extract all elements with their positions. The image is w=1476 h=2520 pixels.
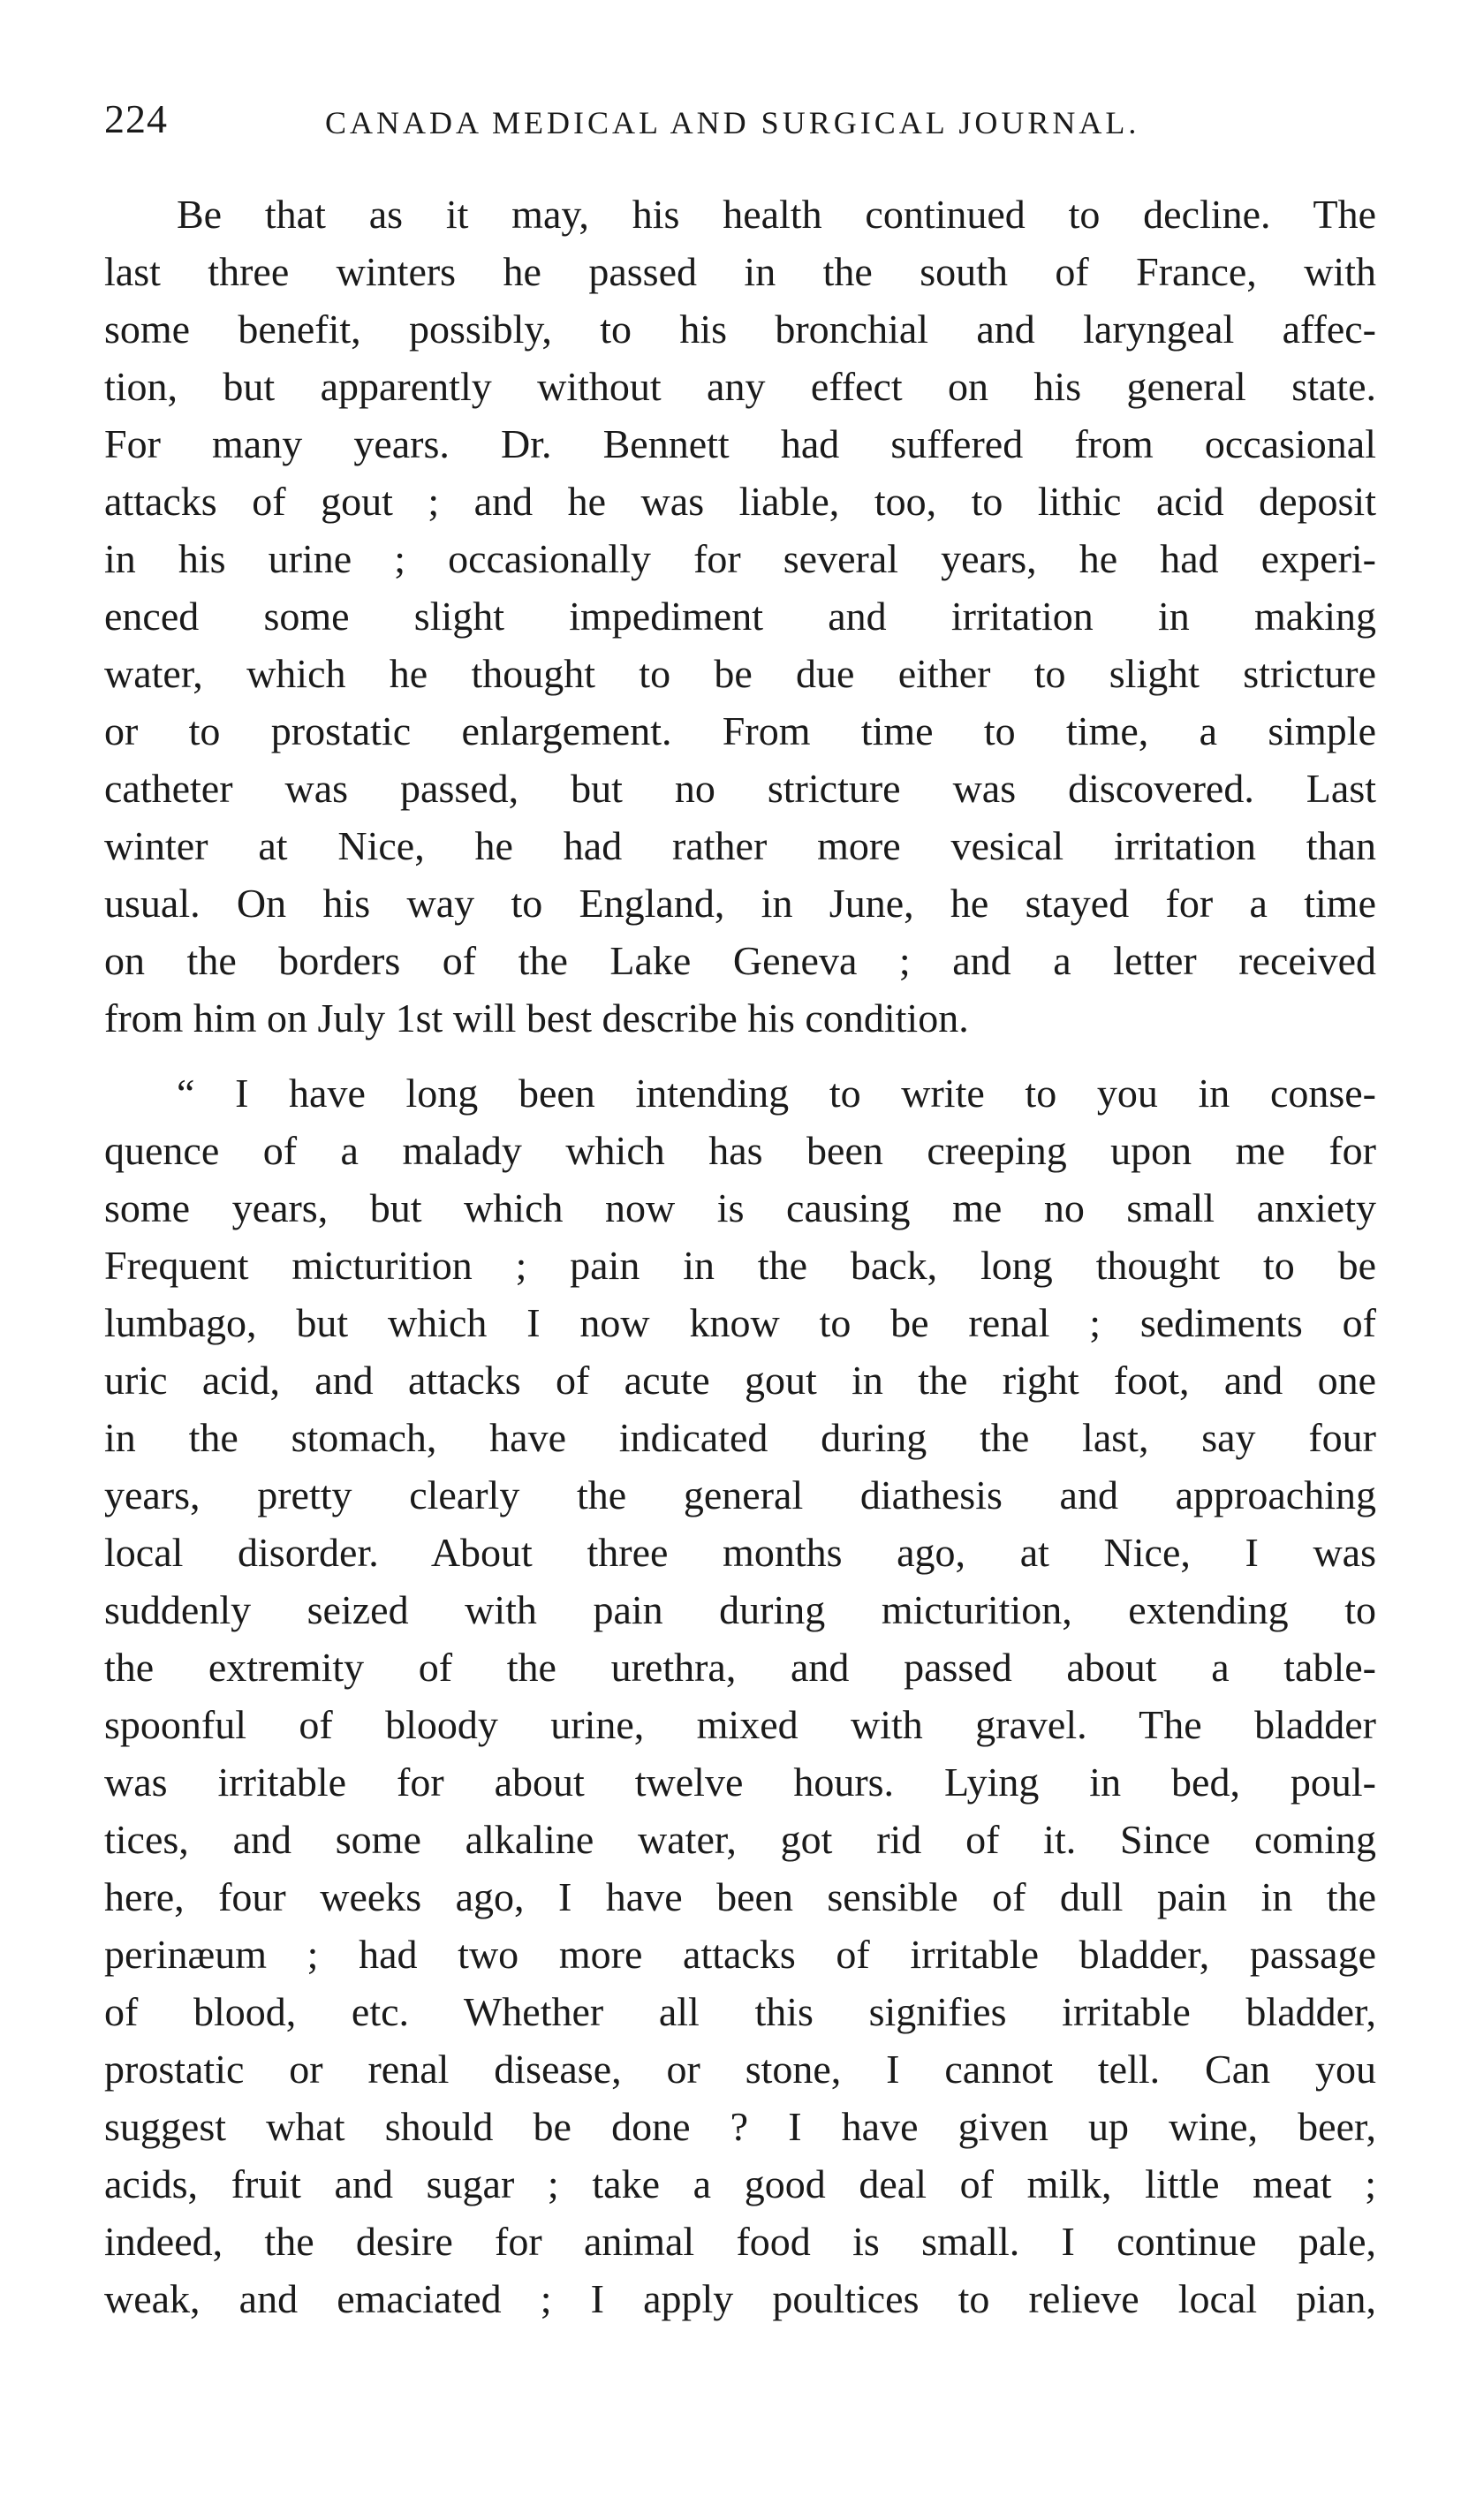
- paragraph-gap: [104, 1047, 1376, 1064]
- text-line: tion, but apparently without any effect on his general state.: [104, 364, 1376, 409]
- text-line: “ I have long been intending to write to you in conse-: [177, 1071, 1376, 1116]
- text-line: uric acid, and attacks of acute gout in the right foot, and one: [104, 1358, 1376, 1403]
- page-number: 224: [104, 96, 168, 141]
- text-line: perinæum ; had two more attacks of irritable bladder, passage: [104, 1932, 1376, 1977]
- text-line: suddenly seized with pain during micturition, extending to: [104, 1587, 1376, 1632]
- text-line: For many years. Dr. Bennett had suffered from occasional: [104, 421, 1376, 466]
- text-line: weak, and emaciated ; I apply poultices to relieve local pian,: [104, 2276, 1376, 2321]
- text-line: or to prostatic enlargement. From time to time, a simple: [104, 708, 1376, 753]
- paragraph: [104, 1064, 1376, 2327]
- text-line: Frequent micturition ; pain in the back, long thought to be: [104, 1243, 1376, 1288]
- text-line: on the borders of the Lake Geneva ; and a letter received: [104, 938, 1376, 983]
- text-line: suggest what should be done ? I have given up wine, beer,: [104, 2104, 1376, 2149]
- text-line: usual. On his way to England, in June, he stayed for a time: [104, 881, 1376, 926]
- text-line: enced some slight impediment and irritation in making: [104, 594, 1376, 639]
- text-line: in the stomach, have indicated during the last, say four: [104, 1415, 1376, 1460]
- running-head: CANADA MEDICAL AND SURGICAL JOURNAL.: [325, 105, 1140, 140]
- text-line: from him on July 1st will best describe his condition.: [104, 995, 969, 1041]
- text-line: some benefit, possibly, to his bronchial and laryngeal affec-: [104, 306, 1376, 352]
- text-line: was irritable for about twelve hours. Lying in bed, poul-: [104, 1759, 1376, 1805]
- text-line: local disorder. About three months ago, at Nice, I was: [104, 1530, 1376, 1575]
- text-line: years, pretty clearly the general diathesis and approaching: [104, 1472, 1376, 1517]
- text-line: lumbago, but which I now know to be renal ; sediments of: [104, 1300, 1376, 1345]
- text-line: the extremity of the urethra, and passed about a table-: [104, 1645, 1376, 1690]
- text-line: indeed, the desire for animal food is small. I continue pale,: [104, 2219, 1376, 2264]
- text-line: here, four weeks ago, I have been sensible of dull pain in the: [104, 1874, 1376, 1919]
- text-line: quence of a malady which has been creeping upon me for: [104, 1128, 1376, 1173]
- text-line: winter at Nice, he had rather more vesical irritation than: [104, 823, 1376, 868]
- paragraph: [104, 185, 1376, 1047]
- text-line: Be that as it may, his health continued to decline. The: [177, 192, 1376, 237]
- text-line: attacks of gout ; and he was liable, too, to lithic acid deposit: [104, 479, 1376, 524]
- text-line: some years, but which now is causing me no small anxiety: [104, 1185, 1376, 1230]
- text-line: of blood, etc. Whether all this signifies irritable bladder,: [104, 1989, 1376, 2034]
- article-body: [104, 185, 1376, 2327]
- text-line: prostatic or renal disease, or stone, I cannot tell. Can you: [104, 2047, 1376, 2092]
- text-line: water, which he thought to be due either to slight stricture: [104, 651, 1376, 696]
- text-line: tices, and some alkaline water, got rid of it. Since coming: [104, 1817, 1376, 1862]
- page-header: [104, 93, 1376, 146]
- text-line: last three winters he passed in the south of France, with: [104, 249, 1376, 294]
- text-line: acids, fruit and sugar ; take a good deal of milk, little meat ;: [104, 2161, 1376, 2206]
- text-line: catheter was passed, but no stricture was discovered. Last: [104, 766, 1376, 811]
- text-line: spoonful of bloody urine, mixed with gravel. The bladder: [104, 1702, 1376, 1747]
- text-line: in his urine ; occasionally for several years, he had experi-: [104, 536, 1376, 581]
